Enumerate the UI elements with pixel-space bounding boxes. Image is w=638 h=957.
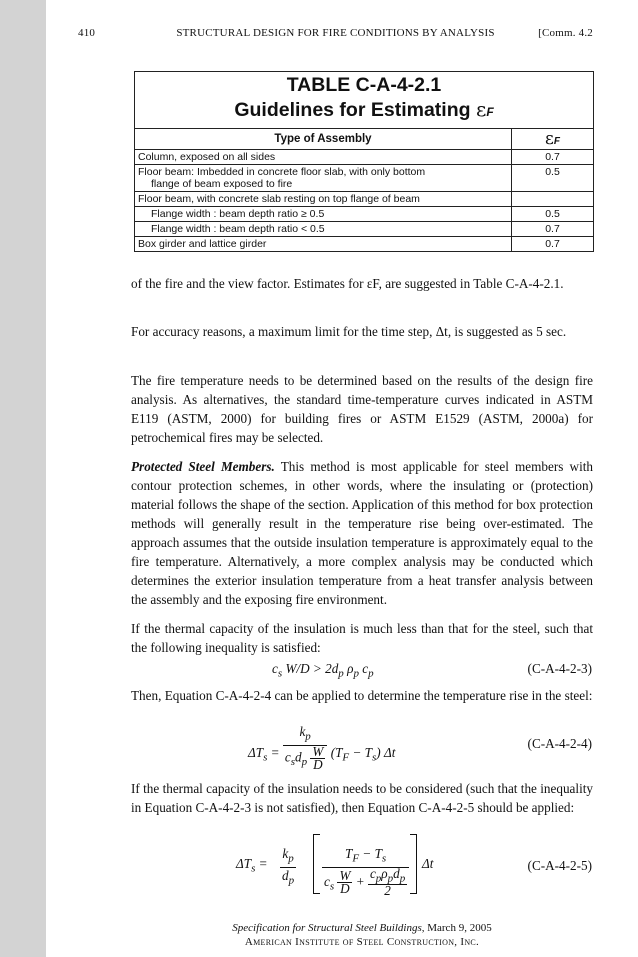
paragraph-7: If the thermal capacity of the insulation needs to be considered (such that the inequality in Equation C-A-4-2-3 is not satisfied), then Equation C-A-4-2-5 should be applied: [131, 781, 593, 815]
page-number: 410 [78, 27, 96, 39]
table-row [135, 207, 593, 222]
table-cell-type-line1: Floor beam: Imbedded in concrete floor slab, with only bottom [138, 166, 426, 178]
table-cell-type: Floor beam, with concrete slab resting on top flange of beam [135, 192, 512, 207]
running-title: STRUCTURAL DESIGN FOR FIRE CONDITIONS BY ANALYSIS [176, 27, 495, 39]
paragraph-5: If the thermal capacity of the insulation is much less than that for the steel, such that the following inequality is satisfied: [131, 621, 593, 655]
footer-publisher: American Institute of Steel Construction, Inc. [244, 936, 480, 948]
equation-c-a-4-2-4: $\Delta T_s$ = $k_p$ $c_sd_p$ $\frac{W}{D}$ $(T_F - T_s)$ Δt [248, 724, 396, 772]
table-cell-value: 0.5 [512, 207, 594, 222]
table-subtitle-text: Guidelines for Estimating [234, 99, 476, 121]
page-footer [131, 921, 593, 949]
table-cell-type: Column, exposed on all sides [135, 150, 512, 165]
equation-label-3: (C-A-4-2-3) [527, 661, 592, 676]
paragraph-4-body: This method is most applicable for steel members with contour protection schemes, in other words, where the insulating or (protection) material follows the shape of the section. Application of this method for box protection methods will generally result in the temperature rise being over-estimated. The approach assumes that the outside insulation temperature is approximately equal to the fire temperature. Alternatively, a more complex analysis may be conducted which determines the exterior insulation temperature from a heat transfer analysis between the assembly and the exposing fire environment. [131, 459, 593, 607]
equation-label-4: (C-A-4-2-4) [527, 736, 592, 751]
paragraph-4 [131, 457, 593, 609]
paragraph-3: The fire temperature needs to be determined based on the results of the design fire analysis. As alternatives, the standard time-temperature curves indicated in ASTM E119 (ASTM, 2000) for building fires or ASTM E1529 (ASTM, 2000a) for petrochemical fires may be selected. [131, 373, 593, 445]
assembly-table [135, 128, 593, 251]
table-cell-value: 0.7 [512, 222, 594, 237]
epsilon-subscript: F [486, 105, 494, 119]
paragraph-2: For accuracy reasons, a maximum limit for the time step, Δt, is suggested as 5 sec. [131, 324, 567, 339]
table-cell-value [512, 192, 594, 207]
table-cell-type-line2: flange of beam exposed to fire [151, 178, 293, 190]
table-header-row [135, 129, 593, 150]
table-c-a-4-2-1 [134, 71, 594, 252]
footer-spec-title: Specification for Structural Steel Buildings, [232, 922, 425, 934]
table-cell-type: Flange width : beam depth ratio < 0.5 [135, 222, 512, 237]
table-cell-value: 0.5 [512, 165, 594, 192]
table-row [135, 237, 593, 252]
section-label: [Comm. 4.2 [538, 27, 593, 39]
table-cell-value: 0.7 [512, 150, 594, 165]
paragraph-4-lead: Protected Steel Members. [131, 459, 275, 474]
table-row [135, 222, 593, 237]
table-cell-type: Box girder and lattice girder [135, 237, 512, 252]
col-epsilon-header [512, 129, 594, 150]
equation-label-5: (C-A-4-2-5) [527, 858, 592, 873]
page-margin-stripe [0, 0, 46, 957]
table-row [135, 150, 593, 165]
table-cell-type [135, 165, 512, 192]
table-subtitle [135, 97, 593, 128]
epsilon-symbol: ε [475, 97, 487, 121]
table-row [135, 192, 593, 207]
table-cell-type: Flange width : beam depth ratio ≥ 0.5 [135, 207, 512, 222]
col-epsilon-symbol: ε [545, 129, 554, 149]
col-type-header: Type of Assembly [135, 129, 512, 150]
equation-c-a-4-2-3: $c_s$ $W/D > 2d_p$ $\rho_p$ $c_p$ [272, 661, 374, 680]
paragraph-1: of the fire and the view factor. Estimates for εF, are suggested in Table C-A-4-2.1. [131, 276, 564, 291]
table-row [135, 165, 593, 192]
col-epsilon-subscript: F [553, 136, 560, 147]
paragraph-6: Then, Equation C-A-4-2-4 can be applied to determine the temperature rise in the steel: [131, 688, 593, 703]
table-title: TABLE C-A-4-2.1 [286, 74, 442, 96]
table-cell-value: 0.7 [545, 238, 560, 250]
footer-date: March 9, 2005 [424, 922, 492, 934]
